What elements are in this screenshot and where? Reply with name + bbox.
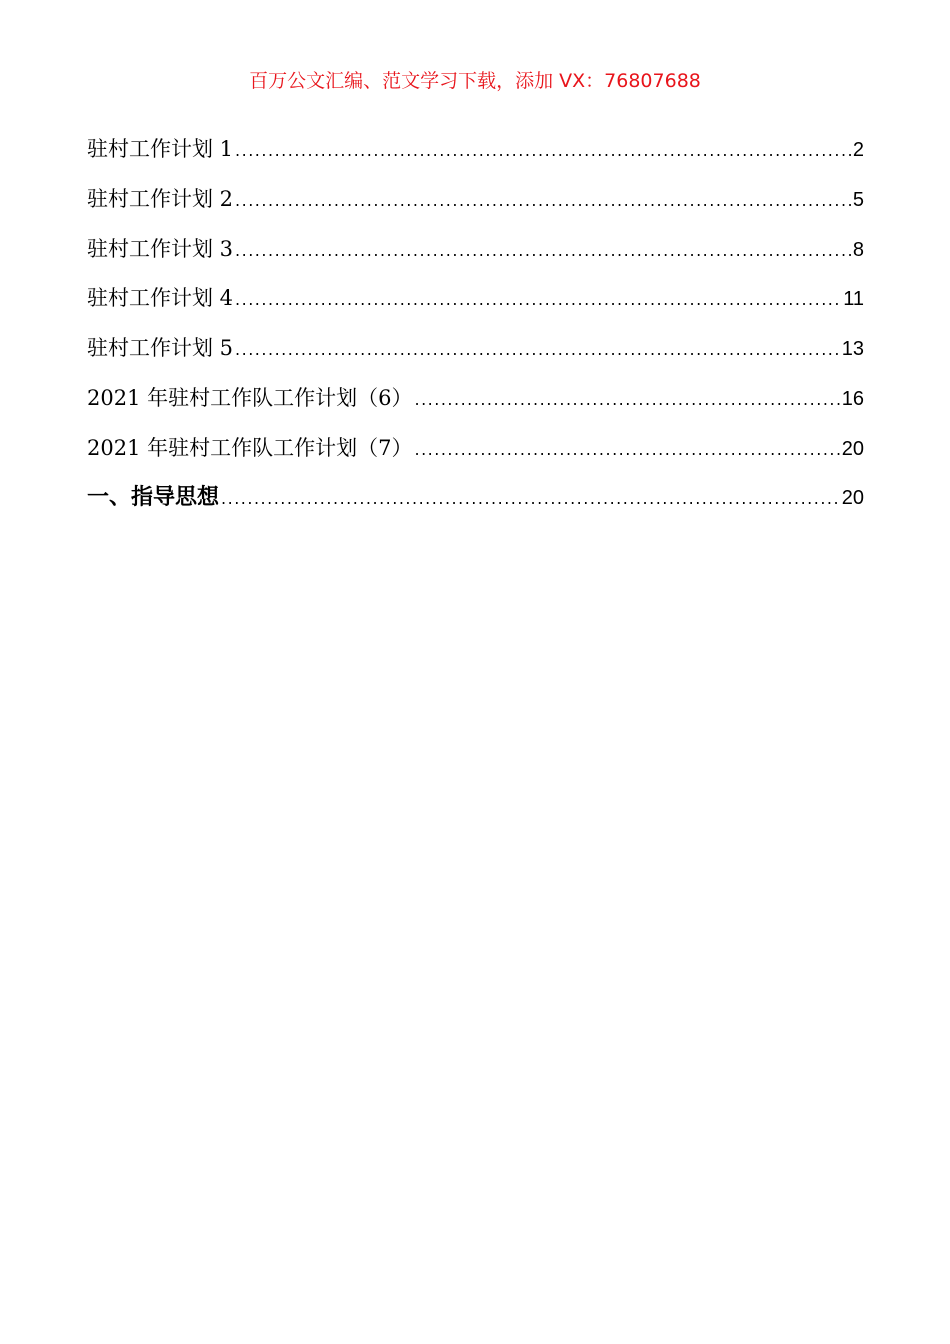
toc-entry[interactable] [87, 129, 864, 179]
toc-leader-dots [235, 131, 851, 171]
toc-entry-title: 驻村工作计划 3 [87, 236, 234, 261]
toc-leader-dots [235, 231, 851, 271]
toc-entry-title: 驻村工作计划 2 [87, 186, 234, 211]
toc-entry[interactable] [87, 278, 864, 328]
table-of-contents [87, 129, 864, 527]
toc-leader-dots [235, 280, 841, 320]
toc-entry-title: 驻村工作计划 1 [87, 137, 234, 161]
toc-entry-title: 驻村工作计划 5 [87, 336, 234, 361]
watermark-header: 百万公文汇编、范文学习下载，添加 VX：76807688 [249, 70, 701, 92]
toc-entry-heading[interactable] [87, 478, 864, 528]
toc-entry-title: 2021 年驻村工作队工作计划（7） [87, 435, 413, 460]
toc-leader-dots [235, 181, 851, 221]
toc-leader-dots [221, 479, 840, 519]
toc-leader-dots [414, 380, 839, 420]
toc-entry-page: 8 [852, 238, 864, 261]
toc-entry[interactable] [87, 229, 864, 279]
toc-entry-page: 2 [852, 139, 864, 161]
toc-entry[interactable] [87, 328, 864, 378]
toc-entry-page: 20 [841, 486, 864, 509]
toc-leader-dots [235, 330, 840, 370]
toc-entry[interactable] [87, 378, 864, 428]
toc-entry-title: 一、指导思想 [87, 484, 220, 510]
toc-entry-page: 5 [852, 188, 864, 211]
toc-entry-page: 20 [841, 437, 864, 460]
toc-leader-dots [414, 430, 839, 470]
toc-entry-title: 驻村工作计划 4 [87, 286, 234, 311]
toc-entry-page: 13 [841, 338, 864, 361]
toc-entry-page: 16 [841, 387, 864, 410]
toc-entry[interactable] [87, 179, 864, 229]
toc-entry-title: 2021 年驻村工作队工作计划（6） [87, 385, 413, 410]
toc-entry[interactable] [87, 428, 864, 478]
toc-entry-page: 11 [843, 288, 864, 311]
